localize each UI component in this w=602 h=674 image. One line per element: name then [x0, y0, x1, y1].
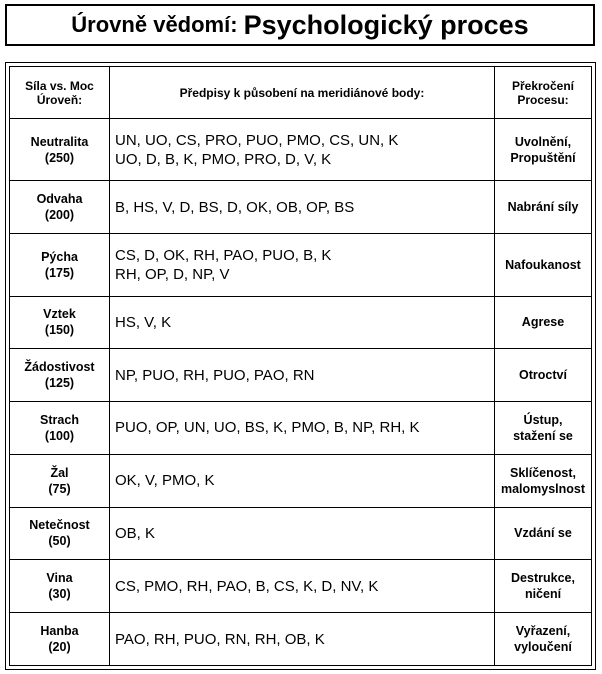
points-cell [110, 402, 495, 455]
level-value: (150) [44, 323, 75, 338]
level-cell [10, 507, 110, 560]
consciousness-levels-table [9, 66, 592, 666]
transcend-line: Vzdání se [514, 526, 572, 541]
transcend-cell [495, 234, 592, 296]
table-body [10, 119, 592, 666]
points-line: OB, K [115, 524, 156, 542]
transcend-line: Uvolnění, [514, 134, 572, 149]
header-level-line2: Úroveň: [36, 92, 83, 107]
table-row [10, 613, 592, 666]
table-row [10, 507, 592, 560]
transcend-line: Nafoukanost [505, 257, 581, 272]
level-value: (50) [48, 534, 71, 549]
level-value: (175) [44, 265, 75, 280]
transcend-line: stažení se [513, 428, 573, 443]
transcend-line: Ústup, [523, 412, 563, 427]
header-transcend-line1: Překročení [511, 78, 575, 93]
points-cell [110, 560, 495, 613]
level-cell [10, 454, 110, 507]
transcend-line: Agrese [521, 315, 565, 330]
points-line: OK, V, PMO, K [115, 472, 215, 490]
points-line: RH, OP, D, NP, V [115, 265, 230, 283]
points-line: CS, D, OK, RH, PAO, PUO, B, K [115, 246, 332, 264]
level-cell [10, 402, 110, 455]
points-line: UN, UO, CS, PRO, PUO, PMO, CS, UN, K [115, 131, 399, 149]
table-row [10, 454, 592, 507]
points-cell [110, 296, 495, 349]
level-value: (30) [48, 587, 71, 602]
transcend-cell [495, 507, 592, 560]
points-cell [110, 454, 495, 507]
table-row [10, 349, 592, 402]
level-name: Hanba [40, 624, 79, 639]
points-line: PUO, OP, UN, UO, BS, K, PMO, B, NP, RH, K [115, 419, 420, 437]
transcend-cell [495, 296, 592, 349]
level-cell [10, 560, 110, 613]
transcend-line: ničení [524, 587, 562, 602]
transcend-cell [495, 181, 592, 234]
level-value: (75) [48, 481, 71, 496]
header-level-line1: Síla vs. Moc [25, 78, 94, 93]
level-cell [10, 234, 110, 296]
points-line: UO, D, B, K, PMO, PRO, D, V, K [115, 150, 332, 168]
points-cell [110, 234, 495, 296]
points-cell [110, 613, 495, 666]
level-cell [10, 119, 110, 181]
points-line: NP, PUO, RH, PUO, PAO, RN [115, 366, 315, 384]
table-row [10, 181, 592, 234]
table-row [10, 234, 592, 296]
title-main: Psychologický proces [243, 9, 529, 40]
points-line: PAO, RH, PUO, RN, RH, OB, K [115, 630, 325, 648]
points-cell [110, 349, 495, 402]
transcend-cell [495, 402, 592, 455]
transcend-line: malomyslnost [500, 481, 586, 496]
level-value: (125) [44, 376, 75, 391]
level-value: (200) [44, 208, 75, 223]
transcend-line: Otroctví [519, 368, 567, 383]
level-name: Odvaha [36, 192, 83, 207]
level-name: Vztek [43, 307, 76, 322]
level-cell [10, 181, 110, 234]
points-line: CS, PMO, RH, PAO, B, CS, K, D, NV, K [115, 577, 379, 595]
transcend-cell [495, 560, 592, 613]
points-cell [110, 119, 495, 181]
level-name: Neutralita [30, 134, 89, 149]
transcend-line: Destrukce, [511, 571, 575, 586]
level-cell [10, 296, 110, 349]
table-row [10, 296, 592, 349]
transcend-cell [495, 349, 592, 402]
header-level [10, 67, 110, 119]
level-name: Strach [40, 412, 79, 427]
points-line: HS, V, K [115, 313, 172, 331]
title-prefix: Úrovně vědomí: [71, 12, 238, 37]
level-value: (250) [44, 150, 75, 165]
table-frame [5, 62, 596, 670]
level-value: (100) [44, 428, 75, 443]
header-row [10, 67, 592, 119]
points-cell [110, 181, 495, 234]
level-value: (20) [48, 640, 71, 655]
table-row [10, 119, 592, 181]
table-row [10, 402, 592, 455]
points-line: B, HS, V, D, BS, D, OK, OB, OP, BS [115, 198, 355, 216]
level-name: Žal [50, 465, 69, 480]
transcend-line: vyloučení [514, 640, 572, 655]
page-title [5, 4, 595, 46]
header-points: Předpisy k působení na meridiánové body: [110, 67, 495, 119]
level-name: Vina [46, 571, 73, 586]
transcend-cell [495, 613, 592, 666]
level-name: Netečnost [29, 518, 90, 533]
level-cell [10, 349, 110, 402]
transcend-cell [495, 119, 592, 181]
header-transcend-line2: Procesu: [517, 92, 569, 107]
points-cell [110, 507, 495, 560]
table-row [10, 560, 592, 613]
header-transcend [495, 67, 592, 119]
level-cell [10, 613, 110, 666]
transcend-line: Sklíčenost, [510, 465, 576, 480]
level-name: Pýcha [41, 249, 78, 264]
transcend-line: Nabrání síly [507, 200, 579, 215]
transcend-line: Propuštění [510, 150, 576, 165]
transcend-line: Vyřazení, [515, 624, 571, 639]
level-name: Žádostivost [24, 360, 95, 375]
transcend-cell [495, 454, 592, 507]
